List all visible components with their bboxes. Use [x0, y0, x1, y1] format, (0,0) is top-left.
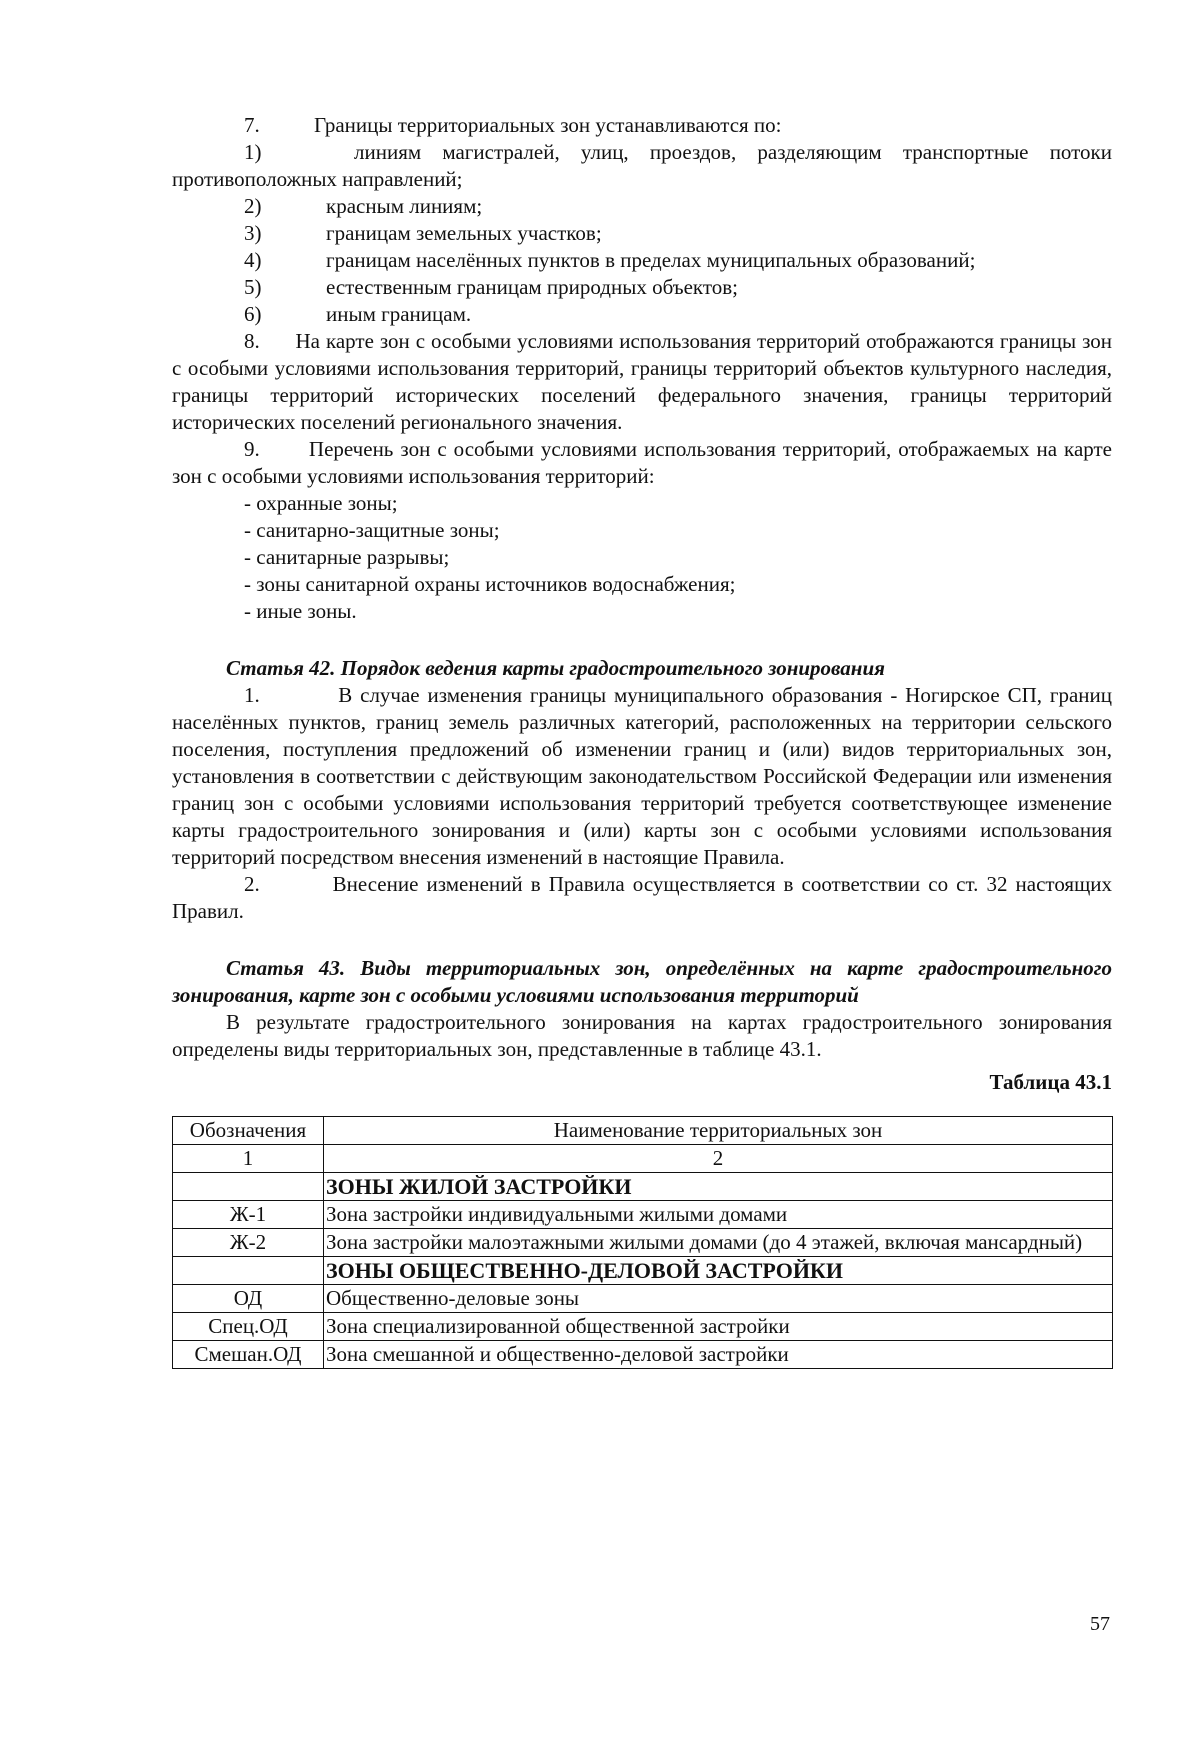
- zone-code: ОД: [173, 1285, 324, 1313]
- table-row: [173, 1257, 1113, 1285]
- bullet-item: - охранные зоны;: [244, 491, 398, 515]
- table-row: [173, 1341, 1113, 1369]
- spacer: [172, 625, 1112, 655]
- table-number-cell: 1: [173, 1145, 324, 1173]
- zones-table: [172, 1116, 1113, 1369]
- list-item-number: 2): [244, 194, 262, 218]
- list-item: [172, 139, 1112, 193]
- list-item: [172, 193, 1112, 220]
- zone-code: Ж-2: [173, 1229, 324, 1257]
- zone-name: Зона застройки индивидуальными жилыми домами: [324, 1201, 1113, 1229]
- table-number-row: [173, 1145, 1113, 1173]
- table-title: Таблица 43.1: [989, 1070, 1112, 1094]
- table-row: [173, 1229, 1113, 1257]
- zone-name: Общественно-деловые зоны: [324, 1285, 1113, 1313]
- list-item: [172, 274, 1112, 301]
- list-item-number: 6): [244, 302, 262, 326]
- table-row: [173, 1173, 1113, 1201]
- paragraph-7: [172, 112, 1112, 139]
- article-42-paragraph-2: 2. Внесение изменений в Правила осуществляется в соответствии со ст. 32 настоящих Правил.: [172, 872, 1112, 923]
- zone-name: Зона смешанной и общественно-деловой застройки: [324, 1341, 1113, 1369]
- list-item-text: естественным границам природных объектов;: [326, 275, 739, 299]
- article-43-paragraph-1: В результате градостроительного зонирования на картах градостроительного зонирования определены виды территориальных зон, представленные в таблице 43.1.: [172, 1010, 1112, 1061]
- bullet-item: - санитарные разрывы;: [244, 545, 450, 569]
- list-item-text: границам населённых пунктов в пределах муниципальных образований;: [326, 248, 976, 272]
- bullet-item: - зоны санитарной охраны источников водоснабжения;: [244, 572, 736, 596]
- article-42-paragraph-1: 1. В случае изменения границы муниципального образования - Ногирское СП, границ населённых пунктов, границ земель различных категорий, расположенных на территории сельского поселения, поступления предложений об изменении границ и (или) видов территориальных зон, установления в соответствии с действующим законодательством Российской Федерации или изменения границ зон с особыми условиями использования территорий требуется соответствующее изменение карты градостроительного зонирования и (или) карты зон с особыми условиями использования территорий посредством внесения изменений в настоящие Правила.: [172, 683, 1112, 869]
- zone-code: [173, 1173, 324, 1201]
- paragraph-7-text: Границы территориальных зон устанавливаются по:: [314, 113, 782, 137]
- article-43-heading: Статья 43. Виды территориальных зон, определённых на карте градостроительного зонирования, карте зон с особыми условиями использования территорий: [172, 956, 1112, 1007]
- zone-group-name: ЗОНЫ ОБЩЕСТВЕННО-ДЕЛОВОЙ ЗАСТРОЙКИ: [324, 1257, 1113, 1285]
- list-item-text: границам земельных участков;: [326, 221, 602, 245]
- zone-code: [173, 1257, 324, 1285]
- list-item-text: красным линиям;: [326, 194, 483, 218]
- document-page: [172, 112, 1112, 1369]
- list-item-number: 3): [244, 221, 262, 245]
- table-header-cell: Наименование территориальных зон: [324, 1117, 1113, 1145]
- table-row: [173, 1313, 1113, 1341]
- zone-code: Спец.ОД: [173, 1313, 324, 1341]
- zone-code: Ж-1: [173, 1201, 324, 1229]
- paragraph-7-number: 7.: [244, 113, 260, 137]
- spacer: [172, 925, 1112, 955]
- list-item: [172, 301, 1112, 328]
- table-number-cell: 2: [324, 1145, 1113, 1173]
- list-item-number: 4): [244, 248, 262, 272]
- page-number: 57: [1090, 1613, 1110, 1635]
- zone-code: Смешан.ОД: [173, 1341, 324, 1369]
- table-row: [173, 1285, 1113, 1313]
- list-item-number: 5): [244, 275, 262, 299]
- list-item-text: иным границам.: [326, 302, 472, 326]
- zone-name: Зона специализированной общественной застройки: [324, 1313, 1113, 1341]
- zone-group-name: ЗОНЫ ЖИЛОЙ ЗАСТРОЙКИ: [324, 1173, 1113, 1201]
- list-item: [172, 247, 1112, 274]
- article-42-heading: Статья 42. Порядок ведения карты градостроительного зонирования: [226, 656, 885, 680]
- table-row: [173, 1201, 1113, 1229]
- table-header-row: [173, 1117, 1113, 1145]
- zone-name: Зона застройки малоэтажными жилыми домами (до 4 этажей, включая мансардный): [324, 1229, 1113, 1257]
- list-item-number: 1): [244, 140, 262, 164]
- table-header-cell: Обозначения: [173, 1117, 324, 1145]
- list-item-text: линиям магистралей, улиц, проездов, разделяющим транспортные потоки противоположных направлений;: [172, 140, 1112, 191]
- bullet-item: - иные зоны.: [244, 599, 357, 623]
- paragraph-9: 9. Перечень зон с особыми условиями использования территорий, отображаемых на карте зон с особыми условиями использования территорий:: [172, 437, 1112, 488]
- bullet-item: - санитарно-защитные зоны;: [244, 518, 500, 542]
- list-item: [172, 220, 1112, 247]
- paragraph-8: 8. На карте зон с особыми условиями использования территорий отображаются границы зон с особыми условиями использования территорий, границы территорий объектов культурного наследия, границы территорий исторических поселений федерального значения, границы территорий исторических поселений регионального значения.: [172, 329, 1112, 434]
